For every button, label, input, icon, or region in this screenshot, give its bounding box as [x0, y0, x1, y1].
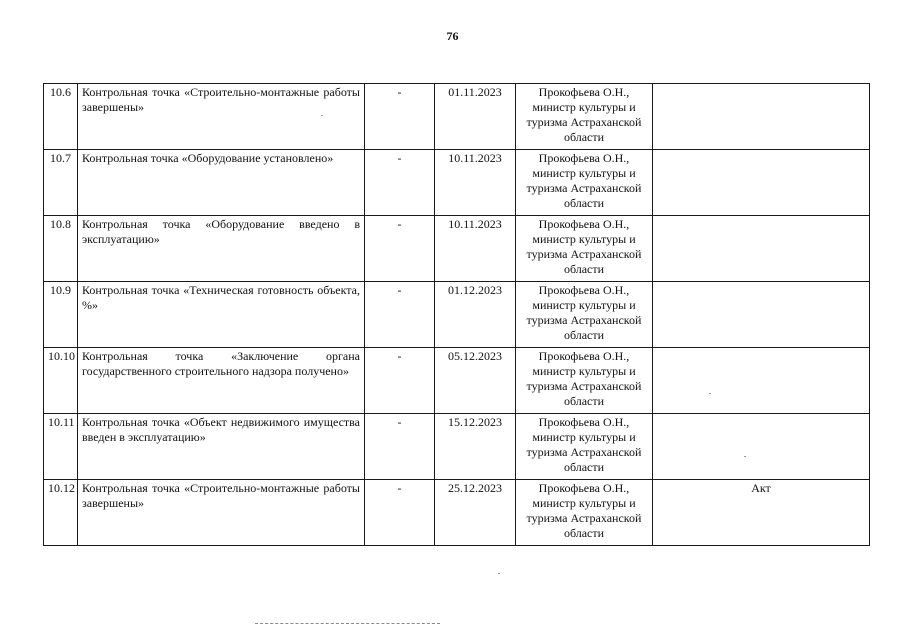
row-description: Контрольная точка «Оборудование установлено» — [78, 150, 365, 216]
row-result — [653, 150, 870, 216]
row-description: Контрольная точка «Строительно-монтажные работы завершены» — [78, 84, 365, 150]
scan-speck — [498, 573, 500, 574]
page-number: 76 — [446, 29, 459, 43]
table-row — [44, 480, 870, 546]
row-description: Контрольная точка «Строительно-монтажные работы завершены» — [78, 480, 365, 546]
row-result — [653, 414, 870, 480]
row-responsible: Прокофьева О.Н., министр культуры и туризма Астраханской области — [516, 348, 653, 414]
row-number: 10.10 — [44, 348, 78, 414]
table-row — [44, 282, 870, 348]
row-start-date: - — [365, 150, 435, 216]
scan-speck — [709, 393, 711, 394]
row-start-date: - — [365, 348, 435, 414]
table-row — [44, 216, 870, 282]
row-start-date: - — [365, 480, 435, 546]
row-result — [653, 348, 870, 414]
row-responsible: Прокофьева О.Н., министр культуры и туризма Астраханской области — [516, 414, 653, 480]
row-number: 10.6 — [44, 84, 78, 150]
row-end-date: 01.12.2023 — [435, 282, 516, 348]
row-result — [653, 84, 870, 150]
scan-speck — [321, 115, 323, 116]
row-responsible: Прокофьева О.Н., министр культуры и туризма Астраханской области — [516, 84, 653, 150]
row-responsible: Прокофьева О.Н., министр культуры и туризма Астраханской области — [516, 150, 653, 216]
row-end-date: 15.12.2023 — [435, 414, 516, 480]
row-number: 10.9 — [44, 282, 78, 348]
row-number: 10.8 — [44, 216, 78, 282]
row-responsible: Прокофьева О.Н., министр культуры и туризма Астраханской области — [516, 282, 653, 348]
row-result: Акт — [653, 480, 870, 546]
row-end-date: 25.12.2023 — [435, 480, 516, 546]
row-start-date: - — [365, 216, 435, 282]
row-description: Контрольная точка «Техническая готовность объекта, %» — [78, 282, 365, 348]
row-start-date: - — [365, 282, 435, 348]
row-responsible: Прокофьева О.Н., министр культуры и туризма Астраханской области — [516, 480, 653, 546]
row-description: Контрольная точка «Объект недвижимого имущества введен в эксплуатацию» — [78, 414, 365, 480]
row-result — [653, 216, 870, 282]
row-result — [653, 282, 870, 348]
row-number: 10.12 — [44, 480, 78, 546]
table-row — [44, 84, 870, 150]
row-end-date: 10.11.2023 — [435, 216, 516, 282]
row-responsible: Прокофьева О.Н., министр культуры и туризма Астраханской области — [516, 216, 653, 282]
footer-rule — [255, 623, 440, 624]
table-row — [44, 348, 870, 414]
row-end-date: 01.11.2023 — [435, 84, 516, 150]
table-row — [44, 150, 870, 216]
row-end-date: 10.11.2023 — [435, 150, 516, 216]
table-row — [44, 414, 870, 480]
row-end-date: 05.12.2023 — [435, 348, 516, 414]
row-start-date: - — [365, 414, 435, 480]
schedule-table — [43, 83, 870, 546]
row-description: Контрольная точка «Заключение органа государственного строительного надзора получено» — [78, 348, 365, 414]
row-start-date: - — [365, 84, 435, 150]
row-number: 10.7 — [44, 150, 78, 216]
scan-speck — [744, 456, 746, 457]
row-description: Контрольная точка «Оборудование введено в эксплуатацию» — [78, 216, 365, 282]
row-number: 10.11 — [44, 414, 78, 480]
